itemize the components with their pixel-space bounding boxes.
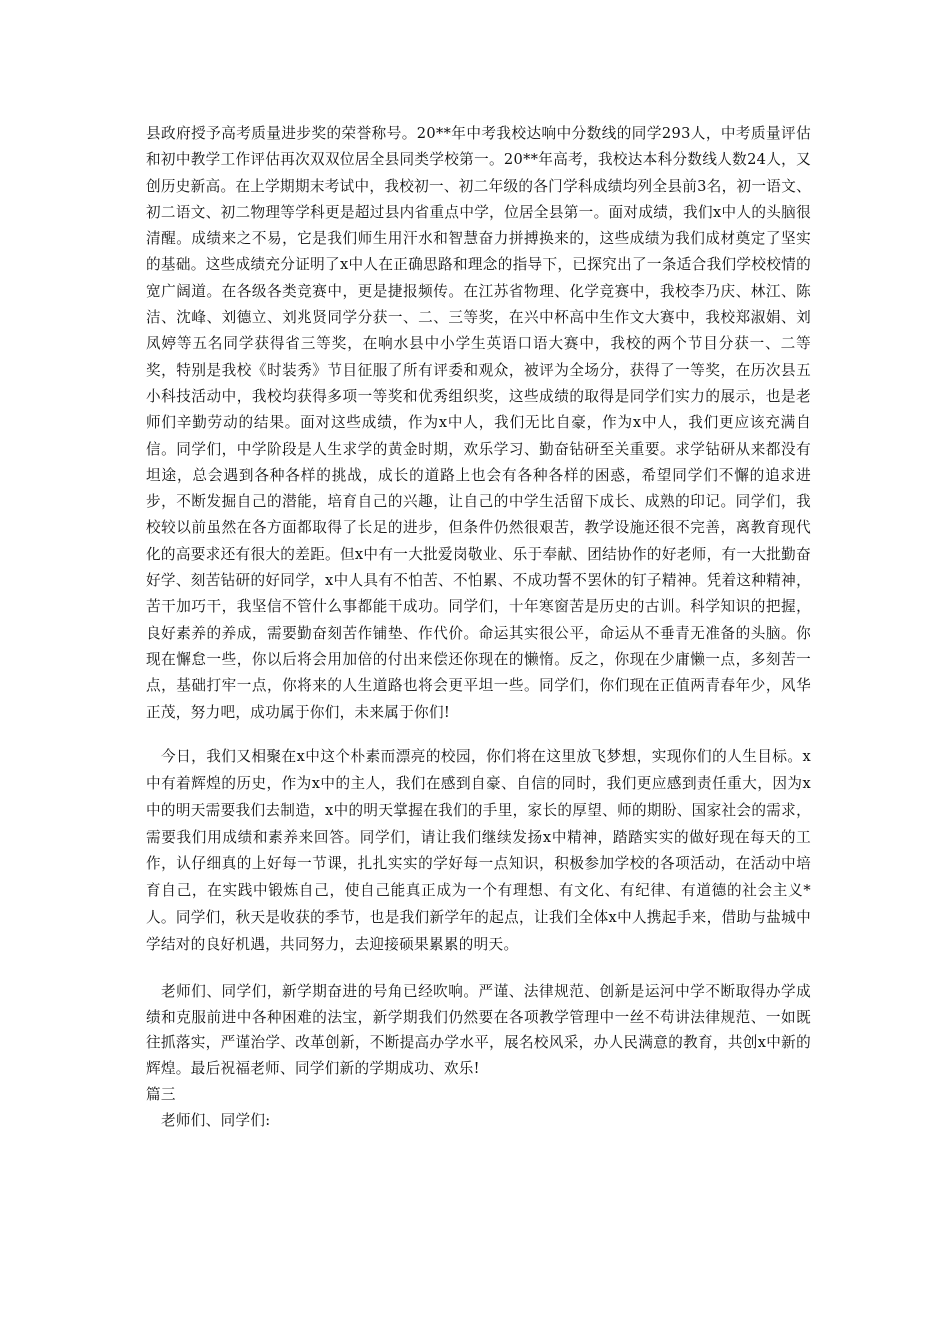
section-heading: 篇三: [146, 1085, 176, 1103]
body-paragraph-2: 今日，我们又相聚在x中这个朴素而漂亮的校园，你们将在这里放飞梦想，实现你们的人生目标。x中有着辉煌的历史，作为x中的主人，我们在感到自豪、自信的同时，我们更应感到责任重大，因为x中的明天需要我们去制造，x中的明天掌握在我们的手里，家长的厚望、师的期盼、国家社会的需求，需要我们用成绩和素养来回答。同学们，请让我们继续发扬x中精神，踏踏实实的做好现在每天的工作，认仔细真的上好每一节课，扎扎实实的学好每一点知识，积极参加学校的各项活动，在活动中培育自己，在实践中锻炼自己，使自己能真正成为一个有理想、有文化、有纪律、有道德的社会主义*人。同学们，秋天是收获的季节，也是我们新学年的起点，让我们全体x中人携起手来，借助与盐城中学结对的良好机遇，共同努力，去迎接硕果累累的明天。: [146, 747, 811, 954]
document-page: [146, 121, 811, 1134]
salutation-line: 老师们、同学们:: [161, 1111, 271, 1129]
body-paragraph-3: 老师们、同学们，新学期奋进的号角已经吹响。严谨、法律规范、创新是运河中学不断取得办学成绩和克服前进中各种困难的法宝，新学期我们仍然要在各项教学管理中一丝不苟讲法律规范、一如既往抓落实，严谨治学、改革创新，不断提高办学水平，展名校风采，办人民满意的教育，共创x中新的辉煌。最后祝福老师、同学们新的学期成功、欢乐!: [146, 983, 811, 1078]
body-paragraph-1: 县政府授予高考质量进步奖的荣誉称号。20**年中考我校达响中分数线的同学293人，中考质量评估和初中教学工作评估再次双双位居全县同类学校第一。20**年高考，我校达本科分数线人数24人，又创历史新高。在上学期期末考试中，我校初一、初二年级的各门学科成绩均列全县前3名，初一语文、初二语文、初二物理等学科更是超过县内省重点中学，位居全县第一。面对成绩，我们x中人的头脑很清醒。成绩来之不易，它是我们师生用汗水和智慧奋力拼搏换来的，这些成绩为我们成材奠定了坚实的基础。这些成绩充分证明了x中人在正确思路和理念的指导下，已探究出了一条适合我们学校校情的宽广阔道。在各级各类竞赛中，更是捷报频传。在江苏省物理、化学竞赛中，我校李乃庆、林江、陈洁、沈峰、刘德立、刘兆贤同学分获一、二、三等奖，在兴中杯高中生作文大赛中，我校郑淑娟、刘凤婷等五名同学获得省三等奖，在响水县中小学生英语口语大赛中，我校的两个节目分获一、二等奖，特别是我校《时装秀》节目征服了所有评委和观众，被评为全场分，获得了一等奖，在历次县五小科技活动中，我校均获得多项一等奖和优秀组织奖，这些成绩的取得是同学们实力的展示，也是老师们辛勤劳动的结果。面对这些成绩，作为x中人，我们无比自豪，作为x中人，我们更应该充满自信。同学们，中学阶段是人生求学的黄金时期，欢乐学习、勤奋钻研至关重要。求学钻研从来都没有坦途，总会遇到各种各样的挑战，成长的道路上也会有各种各样的困惑，希望同学们不懈的追求进步，不断发掘自己的潜能，培育自己的兴趣，让自己的中学生活留下成长、成熟的印记。同学们，我校较以前虽然在各方面都取得了长足的进步，但条件仍然很艰苦，教学设施还很不完善，离教育现代化的高要求还有很大的差距。但x中有一大批爱岗敬业、乐于奉献、团结协作的好老师，有一大批勤奋好学、刻苦钻研的好同学，x中人具有不怕苦、不怕累、不成功誓不罢休的钉子精神。凭着这种精神，苦干加巧干，我坚信不管什么事都能干成功。同学们，十年寒窗苦是历史的古训。科学知识的把握，良好素养的养成，需要勤奋刻苦作铺垫、作代价。命运其实很公平，命运从不垂青无准备的头脑。你现在懈怠一些，你以后将会用加倍的付出来偿还你现在的懒惰。反之，你现在少庸懒一点，多刻苦一点，基础打牢一点，你将来的人生道路也将会更平坦一些。同学们，你们现在正值两青春年少，风华正茂，努力吧，成功属于你们，未来属于你们!: [146, 125, 811, 721]
